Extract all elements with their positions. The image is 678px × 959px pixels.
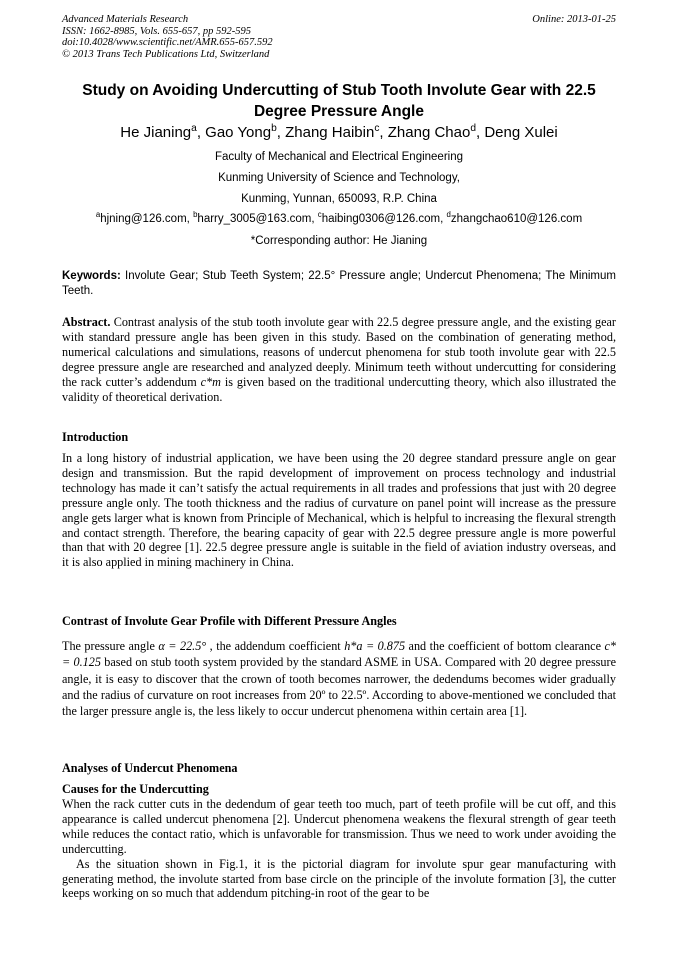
journal-name: Advanced Materials Research xyxy=(62,14,189,25)
author: Gao Yong$^b$, xyxy=(205,123,286,141)
causes-paragraph-1: When the rack cutter cuts in the dedendum of gear teeth too much, part of teeth profile will be cut off, and this appearance is called undercut phenomena [2]. Undercut phenomena weakens the flexural strength of gear teeth while reduces the contact ratio, which is unfavorable for transmission. Thus we need to work under avoiding the undercutting. xyxy=(62,797,616,856)
keywords-label: Keywords: xyxy=(62,270,121,282)
abstract-text-b: is given based on the traditional undercutting theory, which also illustrated the validity of theoretical derivation. xyxy=(62,374,617,404)
abstract-block xyxy=(62,315,616,404)
email[interactable]: $^d$zhangchao610@126.com xyxy=(446,210,583,225)
addendum-coefficient-equation: h*a = 0.875 xyxy=(344,639,406,653)
clearance-coefficient-equation: c* = 0.125 xyxy=(62,639,617,670)
email[interactable]: $^b$harry_3005@163.com, xyxy=(193,210,318,225)
keywords-block xyxy=(62,269,616,298)
author: Zhang Chao$^d$, xyxy=(387,123,485,141)
author: Zhang Haibin$^c$, xyxy=(285,123,388,141)
copyright-line: © 2013 Trans Tech Publications Ltd, Switzerland xyxy=(62,48,270,60)
email[interactable]: $^a$hjning@126.com, xyxy=(95,210,194,225)
author: He Jianing$^a$, xyxy=(120,123,206,141)
causes-section xyxy=(62,797,616,901)
causes-paragraph-2: As the situation shown in Fig.1, it is the pictorial diagram for involute spur gear manufacturing with generating method, the involute started from base circle on the principle of the involute formation [3], the cutter keeps working on so much that addendum pitching-in root of the gear to be xyxy=(62,856,616,901)
online-date: Online: 2013-01-25 xyxy=(532,14,616,25)
affiliation-faculty: Faculty of Mechanical and Electrical Engineering xyxy=(214,151,464,163)
affiliation-university: Kunming University of Science and Technology, xyxy=(218,172,460,184)
causes-subheading: Causes for the Undercutting xyxy=(62,782,209,796)
paper-title xyxy=(62,80,616,122)
email[interactable]: $^c$haibing0306@126.com, xyxy=(317,210,447,225)
contrast-paragraph: The pressure angle α = 22.5° , the addendum coefficient h*a = 0.875 and the coefficient of bottom clearance c* = 0.125 based on stub tooth system provided by the standard ASME in USA. Compared with 20 degree pressure angle, it is easy to discover that the crown of tooth becomes narrower, the dedendums becomes wider gradually and the radius of curvature on root increases from 20º to 22.5º. According to above-mentioned we concluded that the larger pressure angle is, the less likely to occur undercut phenomena within certain area [1]. xyxy=(62,639,617,719)
abstract-label: Abstract. xyxy=(62,315,111,329)
title-line-2: Degree Pressure Angle xyxy=(253,103,424,120)
pressure-angle-equation: α = 22.5° xyxy=(158,639,207,653)
author-emails xyxy=(62,210,616,225)
affiliation-address: Kunming, Yunnan, 650093, R.P. China xyxy=(241,193,437,205)
journal-header xyxy=(62,14,273,60)
corresponding-author: *Corresponding author: He Jianing xyxy=(250,235,428,247)
analyses-heading: Analyses of Undercut Phenomena xyxy=(62,761,238,775)
author: Deng Xulei xyxy=(484,124,558,141)
doi-line: doi:10.4028/www.scientific.net/AMR.655-657.592 xyxy=(62,37,273,48)
abstract-text-a: Contrast analysis of the stub tooth involute gear with 22.5 degree pressure angle, and the existing gear with standard pressure angle has been given in this study. Based on the combination of generating method, numerical calculations and simulations, reasons of undercut phenomena for stub tooth involute gear with 22.5 degree pressure angle are researched and analyzed deeply. Minimum teeth without undercutting for considering the rack cutter’s addendum xyxy=(62,315,616,389)
author-list xyxy=(62,124,616,141)
title-line-1: Study on Avoiding Undercutting of Stub Tooth Involute Gear with 22.5 xyxy=(82,82,596,99)
issn-line: ISSN: 1662-8985, Vols. 655-657, pp 592-595 xyxy=(62,25,251,37)
contrast-heading: Contrast of Involute Gear Profile with Different Pressure Angles xyxy=(62,614,397,628)
keywords-text: Involute Gear; Stub Teeth System; 22.5° Pressure angle; Undercut Phenomena; The Minimum Teeth. xyxy=(62,270,616,297)
addendum-formula: c*m xyxy=(200,374,221,389)
introduction-heading: Introduction xyxy=(62,430,129,444)
introduction-paragraph: In a long history of industrial application, we have been using the 20 degree standard pressure angle on gear design and transmission. But the rapid development of improvement on process technology and industrial technology has made it can’t satisfy the actual requirements in all trades and professions that just with 20 degree pressure angle only. The tooth thickness and the radius of curvature on panel point will increase as the pressure angle gets larger what is known from Principle of Mechanical, which is helpful to increasing the flexural strength and contact strength. Therefore, the bearing capacity of gear with 22.5 degree pressure angle is more powerful than that with 20 degree [1]. 22.5 degree pressure angle is suitable in the field of aviation industry overseas, and it is also applied in mining machinery in China. xyxy=(62,451,616,570)
